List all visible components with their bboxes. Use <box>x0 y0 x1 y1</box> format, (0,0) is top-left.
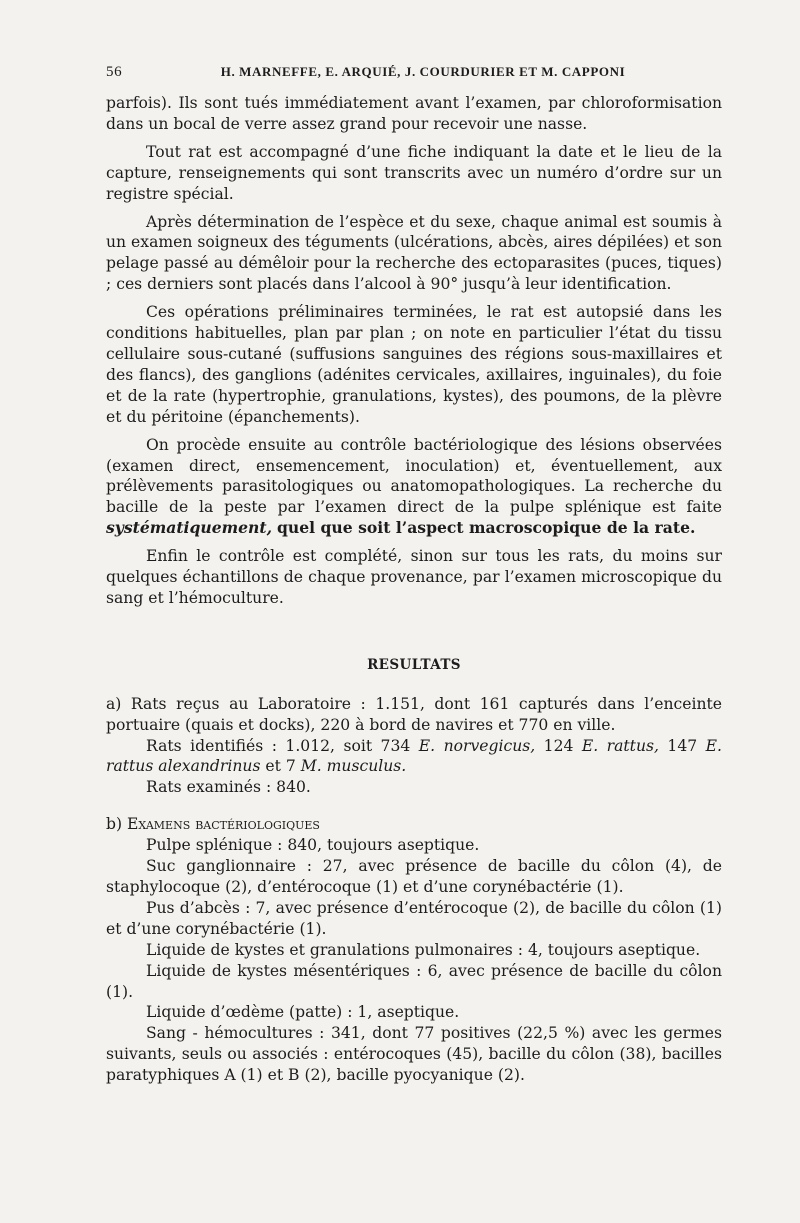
species-alexandrinus: E. rattus alexandrinus <box>106 736 722 776</box>
paragraph-3: Après détermination de l’espèce et du sexe, chaque animal est soumis à un examen soigneux des téguments (ulcérations, abcès, aires dépilées) et son pelage passé au démêloir pour la recherche des ectoparasites (puces, tiques) ; ces derniers sont placés dans l’alcool à 90° jusqu’à leur identification. <box>106 212 722 294</box>
species-musculus: M. musculus. <box>300 757 407 776</box>
result-item: Liquide de kystes mésentériques : 6, avec présence de bacille du côlon (1). <box>106 961 722 1001</box>
paragraph-6: Enfin le contrôle est complété, sinon sur tous les rats, du moins sur quelques échantillons de chaque provenance, par l’examen microscopique du sang et l’hémoculture. <box>106 547 722 607</box>
species-rattus: E. rattus, <box>581 736 659 755</box>
body-text <box>106 93 722 1086</box>
results-section <box>106 694 722 1086</box>
results-a: a) Rats reçus au Laboratoire : 1.151, dont 161 capturés dans l’enceinte portuaire (quais et docks), 220 à bord de navires et 770 en ville. <box>106 694 722 734</box>
ident-text: 147 <box>658 736 706 755</box>
ident-text: et 7 <box>260 757 301 776</box>
paragraph-5-end: quel que soit l’aspect macroscopique de la rate. <box>277 518 696 538</box>
ident-text: Rats identifiés : 1.012, soit 734 <box>146 736 419 755</box>
paragraph-1: parfois). Ils sont tués immédiatement avant l’examen, par chloroformisation dans un bocal de verre assez grand pour recevoir une nasse. <box>106 94 722 133</box>
page <box>106 64 722 1086</box>
results-b-heading <box>106 814 722 835</box>
result-item: Pulpe splénique : 840, toujours aseptique. <box>146 836 480 855</box>
rats-examined: Rats examinés : 840. <box>146 778 311 797</box>
paragraph-2: Tout rat est accompagné d’une fiche indiquant la date et le lieu de la capture, renseignements qui sont transcrits avec un numéro d’ordre sur un registre spécial. <box>106 142 722 203</box>
authors-header: H. MARNEFFE, E. ARQUIÉ, J. COURDURIER ET M. CAPPONI <box>220 64 626 79</box>
paragraph-5 <box>106 435 722 540</box>
result-item: Liquide de kystes et granulations pulmonaires : 4, toujours aseptique. <box>146 940 701 959</box>
result-item: Liquide d’œdème (patte) : 1, aseptique. <box>146 1003 460 1022</box>
result-item: Suc ganglionnaire : 27, avec présence de bacille du côlon (4), de staphylocoque (2), d’entérocoque (1) et d’une corynébactérie (1). <box>106 857 722 896</box>
species-norvegicus: E. norvegicus, <box>418 736 536 755</box>
emphasis-systematiquement: systématiquement, <box>106 518 273 538</box>
rats-identified <box>106 736 722 778</box>
section-heading-resultats: RESULTATS <box>367 656 461 673</box>
b-title: Examens bactériologiques <box>127 815 320 834</box>
page-number: 56 <box>106 64 123 80</box>
running-header <box>106 64 722 81</box>
paragraph-5-text: On procède ensuite au contrôle bactériologique des lésions observées (examen direct, ensemencement, inoculation) et, éventuellement, aux prélèvements parasitologiques ou anatomopathologiques. La recherche du bacille de la peste par l’examen direct de la pulpe splénique est faite <box>106 435 722 517</box>
result-item: Sang - hémocultures : 341, dont 77 positives (22,5 %) avec les germes suivants, seuls ou associés : entérocoques (45), bacille du côlon (38), bacilles paratyphiques A (1) et B (2), bacille pyocyanique (2). <box>106 1024 722 1085</box>
ident-text: 124 <box>535 736 582 755</box>
paragraph-4: Ces opérations préliminaires terminées, le rat est autopsié dans les conditions habituelles, plan par plan ; on note en particulier l’état du tissu cellulaire sous-cutané (suffusions sanguines des régions sous-maxillaires et des flancs), des ganglions (adénites cervicales, axillaires, inguinales), du foie et de la rate (hypertrophie, granulations, kystes), des poumons, de la plèvre et du péritoine (épanchements). <box>106 303 722 426</box>
result-item: Pus d’abcès : 7, avec présence d’entérocoque (2), de bacille du côlon (1) et d’une corynébactérie (1). <box>106 898 722 938</box>
b-label: b) <box>106 815 128 834</box>
